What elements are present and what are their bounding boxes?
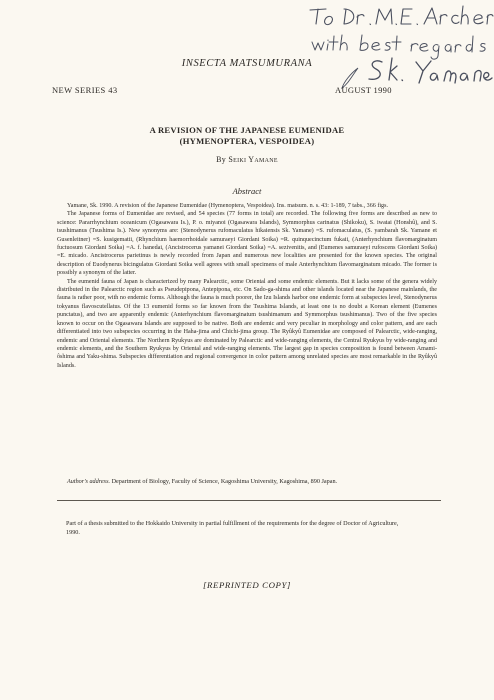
by-label: By: [216, 155, 227, 164]
abstract-body: [57, 202, 437, 370]
author-address-text: Department of Biology, Faculty of Science, Kagoshima University, Kagoshima, 890 Japan.: [111, 478, 338, 485]
abstract-citation: Yamane, Sk. 1990. A revision of the Japanese Eumenidae (Hymenoptera, Vespoidea). Ins. matsum. n. s. 43: 1-189, 7 tabs., 366 figs.: [67, 203, 388, 209]
paper-title-line-1: A REVISION OF THE JAPANESE EUMENIDAE: [149, 125, 345, 135]
author-name: Seiki Yamane: [228, 155, 278, 164]
thesis-footnote: Part of a thesis submitted to the Hokkaido University in partial fulfillment of the requirements for the degree of Doctor of Agriculture, 1990.: [66, 520, 399, 537]
abstract-heading: Abstract: [232, 186, 262, 196]
paper-title-line-2: (HYMENOPTERA, VESPOIDEA): [179, 136, 315, 146]
byline: [0, 155, 494, 164]
journal-title: INSECTA MATSUMURANA: [181, 58, 313, 69]
paper-title: [0, 125, 494, 147]
abstract-paragraph: The eumenid fauna of Japan is characterized by many Palearctic, some Oriental and some endemic elements. But it lacks some of the genera widely distributed in the Palearctic region such as Pseudepipona, Antepipona, etc. On Sado-ga-shima and other islands located near the Japanese mainlands, the fauna is rather poor, with no endemic forms. Although the fauna is much poorer, the Izu Islands harbor one endemic form at subspecies level, Stenodynerus tokyanus flavoscutellatus. Of the 13 eumenid forms so far known from the Tsushima Islands, at least one is no doubt a Korean element (Eumenes punctatus), and two are apparently endemic (Anterhynchium flavomarginatum tsushimanum and Symmorphus tsushimanus). Two of the five species known to occur on the Ogasawara Islands are supposed to be native. Both are endemic and very peculiar in morphology and color pattern, and are each differentiated into two subspecies occurring in the Haha-jima and Chichi-jima group. The Ryûkyû Eumenidae are composed of Palearctic, wide-ranging, endemic and Oriental elements. The Northern Ryukyus are dominated by Palearctic and wide-ranging elements, the Central Ryukyus by wide-ranging and endemic elements, and the Southern Ryukyus by Oriental and wide-ranging elements. The largest gap in species composition is found between Amami-ôshima and Yaku-shima. Subspecies differentiation and regional convergence in color pattern among unrelated species are most remarkable in the Ryûkyû Islands.: [57, 278, 437, 369]
handwritten-inscription: [300, 0, 494, 92]
author-address: [57, 478, 437, 487]
author-address-label: Author's address.: [67, 478, 111, 485]
issue-date: AUGUST 1990: [335, 85, 392, 95]
footnote-divider: [57, 500, 441, 501]
series-label: NEW SERIES 43: [52, 85, 118, 95]
reprint-stamp: [REPRINTED COPY]: [202, 580, 292, 590]
abstract-paragraph: The Japanese forms of Eumenidae are revised, and 54 species (77 forms in total) are recorded. The following five forms are described as new to science: Pararrhynchium oceanicum (Ogasawara Is.), P. o. miyanoi (Ogasawara Islands), Symmorphus carinatus (Shikoku), S. iwatai (Honshû), and S. tsushimanus (Tsushima Is.). New synonyms are: (Stenodynerus rufomaculatus hikaiensis Sk. Yamane) =S. rufomaculatus, (S. yambarah Sk. Yamane et Gusenleitner) =S. kusigematii, (Rhynchium haemorrhoidale samuraeyi Giordani Soika) =R. quinquecinctum fukaii, (Anterhynchium flavomarginatum fuctuosum Giordani Soika) =A. f. hanedai, (Ancistrocerus yamanei Giordani Soika) =A. sezivenitis, and (Eumenes samuraeyi rufoscens Giordani Soika) =E. micado. Ancistrocerus parietinus is newly recorded from Japan and numerous new localities are presented for the known species. The original description of Euodynerus bicingulatus Giordani Soika well agrees with small specimens of male Anterhynchium flavomarginatum micado. The former is possibly a synonym of the latter.: [57, 211, 437, 277]
